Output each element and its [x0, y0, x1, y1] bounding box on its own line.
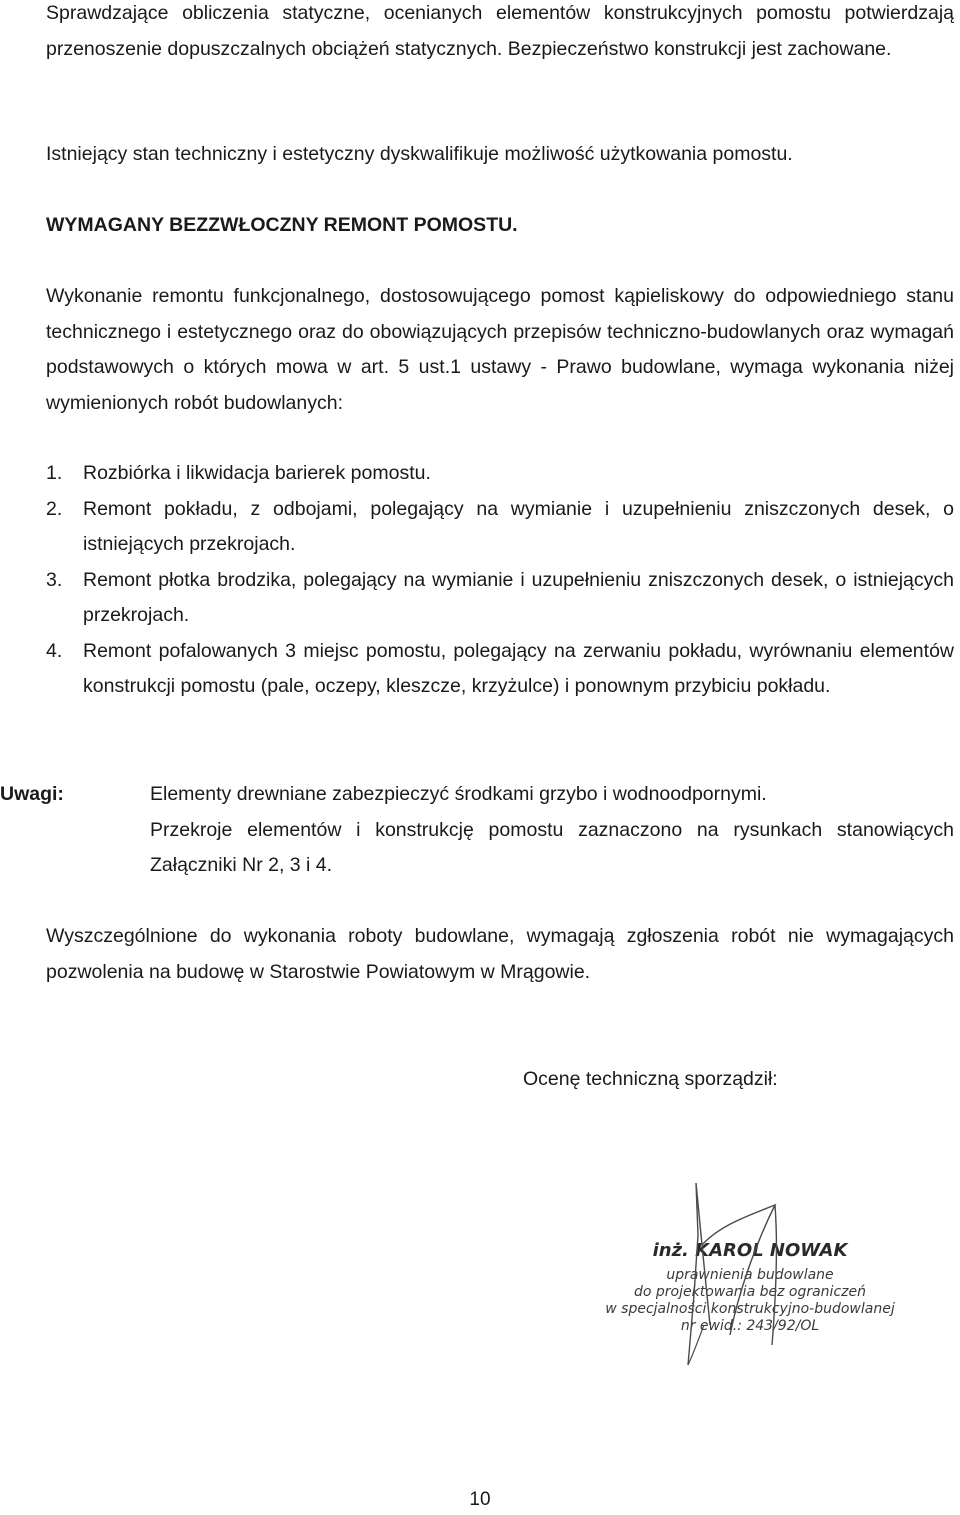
stamp-line-4: nr ewid.: 243/92/OL — [680, 1318, 820, 1334]
handwritten-signature — [600, 1175, 900, 1375]
list-item-number: 3. — [46, 568, 63, 591]
stamp-name: inż. KAROL NOWAK — [652, 1240, 848, 1261]
list-item — [46, 456, 954, 492]
notes-label: Uwagi: — [0, 783, 64, 805]
list-item-number: 4. — [46, 639, 63, 662]
signature-stroke — [688, 1183, 776, 1365]
stamp-line-2: do projektowania bez ograniczeń — [634, 1284, 866, 1300]
stamp-line-1: uprawnienia budowlane — [666, 1267, 834, 1283]
list-item-text: Remont pokładu, z odbojami, polegający na wymianie i uzupełnieniu zniszczonych desek, o istniejących przekrojach. — [83, 497, 954, 555]
list-item — [46, 563, 954, 634]
list-item-text: Remont płotka brodzika, polegający na wymianie i uzupełnieniu zniszczonych desek, o istniejących przekrojach. — [83, 568, 954, 626]
stamp-line-3: w specjalności konstrukcyjno-budowlanej — [605, 1301, 895, 1317]
list-item-text: Remont pofalowanych 3 miejsc pomostu, polegający na zerwaniu pokładu, wyrównaniu elementów konstrukcji pomostu (pale, oczepy, kleszcze, krzyżulce) i ponownym przybiciu pokładu. — [83, 639, 954, 697]
list-item — [46, 492, 954, 563]
notes-body — [150, 777, 954, 884]
paragraph-closing: Wyszczególnione do wykonania roboty budowlane, wymagają zgłoszenia robót nie wymagających pozwolenia na budowę w Starostwie Powiatowym w Mrągowie. — [46, 925, 954, 983]
works-list — [46, 456, 954, 705]
notes-line-wood-protection: Elementy drewniane zabezpieczyć środkami grzybo i wodnoodpornymi. — [150, 783, 767, 805]
paragraph-technical-state: Istniejący stan techniczny i estetyczny dyskwalifikuje możliwość użytkowania pomostu. — [46, 143, 793, 165]
list-item-number: 1. — [46, 462, 63, 484]
paragraph-repair-scope: Wykonanie remontu funkcjonalnego, dostosowującego pomost kąpieliskowy do odpowiedniego stanu technicznego i estetycznego oraz do obowiązujących przepisów techniczno-budowlanych oraz wymagań podstawowych o których mowa w art. 5 ust.1 ustawy - Prawo budowlane, wymaga wykonania niżej wymienionych robót budowlanych: — [46, 285, 954, 414]
list-item — [46, 634, 954, 705]
list-item-text: Rozbiórka i likwidacja barierek pomostu. — [83, 462, 431, 484]
list-item-number: 2. — [46, 497, 63, 520]
notes-line-drawings: Przekroje elementów i konstrukcję pomostu zaznaczono na rysunkach stanowiących Załączniki Nr 2, 3 i 4. — [150, 818, 954, 876]
heading-repair-required: WYMAGANY BEZZWŁOCZNY REMONT POMOSTU. — [46, 214, 518, 236]
signed-by-label: Ocenę techniczną sporządził: — [523, 1068, 778, 1090]
engineer-stamp — [600, 1175, 900, 1375]
paragraph-static-calculations: Sprawdzające obliczenia statyczne, ocenianych elementów konstrukcyjnych pomostu potwierdzają przenoszenie dopuszczalnych obciążeń statycznych. Bezpieczeństwo konstrukcji jest zachowane. — [46, 2, 954, 60]
page-number: 10 — [469, 1489, 491, 1510]
